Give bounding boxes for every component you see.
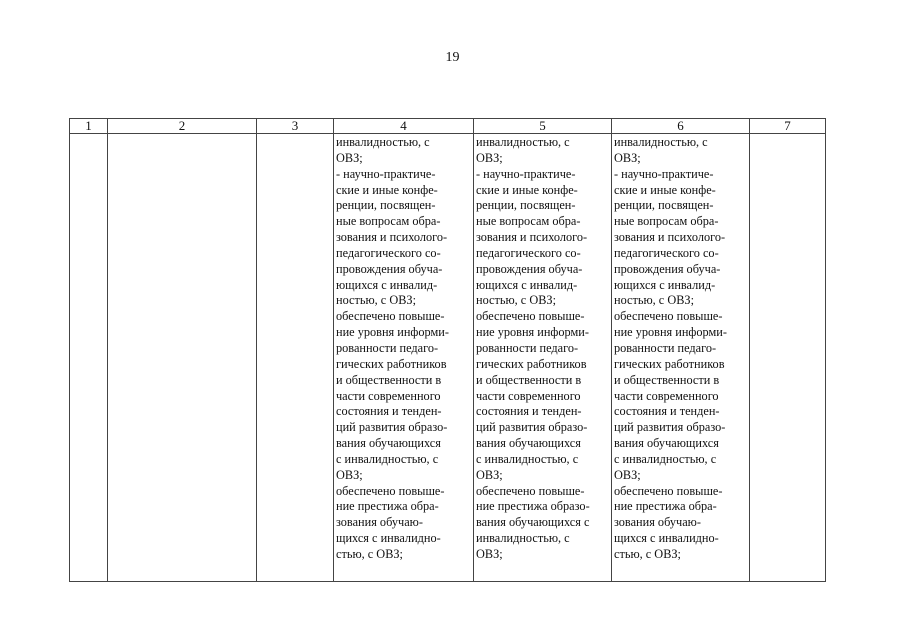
cell-col4-text [334, 134, 473, 563]
cell-line: щихся с инвалидно- [614, 531, 719, 546]
column-header-2: 2 [108, 119, 257, 134]
cell-line: ций развития образо- [476, 420, 588, 435]
cell-line: обеспечено повыше- [476, 483, 585, 498]
cell-line: ОВЗ; [476, 150, 503, 165]
cell-line: части современного [614, 388, 719, 403]
cell-line: - научно-практиче- [476, 166, 576, 181]
cell-col2-text [108, 134, 256, 135]
cell-col7 [750, 134, 826, 582]
cell-col3 [257, 134, 334, 582]
cell-line: педагогического со- [614, 245, 719, 260]
cell-col5 [474, 134, 612, 582]
cell-line: ские и иные конфе- [614, 182, 716, 197]
cell-line: ние уровня информи- [614, 325, 727, 340]
cell-col2 [108, 134, 257, 582]
cell-line: зования обучаю- [614, 515, 701, 530]
cell-line: зования и психолого- [336, 230, 448, 245]
cell-line: зования обучаю- [336, 515, 423, 530]
cell-line: щихся с инвалидно- [336, 531, 441, 546]
cell-line: обеспечено повыше- [614, 309, 723, 324]
cell-line: зования и психолого- [476, 230, 588, 245]
cell-line: обеспечено повыше- [336, 309, 445, 324]
cell-col5-text [474, 134, 611, 563]
cell-line: состояния и тенден- [614, 404, 720, 419]
cell-line: ностью, с ОВЗ; [336, 293, 417, 308]
cell-line: вания обучающихся [614, 436, 719, 451]
cell-line: ренции, посвящен- [336, 198, 436, 213]
cell-line: - научно-практиче- [614, 166, 714, 181]
cell-line: части современного [336, 388, 441, 403]
cell-line: с инвалидностью, с [476, 451, 579, 466]
cell-line: вания обучающихся [336, 436, 441, 451]
cell-line: и общественности в [614, 372, 720, 387]
cell-line: части современного [476, 388, 581, 403]
cell-line: ние престижа обра- [614, 499, 717, 514]
cell-line: состояния и тенден- [476, 404, 582, 419]
cell-line: и общественности в [336, 372, 442, 387]
cell-line: ОВЗ; [336, 150, 363, 165]
cell-line: гических работников [476, 356, 587, 371]
cell-line: ций развития образо- [614, 420, 726, 435]
cell-col6-text [612, 134, 749, 563]
page-number: 19 [445, 50, 460, 65]
cell-line: инвалидностью, с [614, 135, 708, 149]
cell-line: ние престижа образо- [476, 499, 590, 514]
cell-line: обеспечено повыше- [614, 483, 723, 498]
table-row [70, 134, 826, 582]
cell-line: ющихся с инвалид- [614, 277, 716, 292]
cell-line: ций развития образо- [336, 420, 448, 435]
cell-col1-text [70, 134, 107, 135]
cell-line: ные вопросам обра- [336, 214, 441, 229]
cell-line: ОВЗ; [614, 467, 641, 482]
cell-line: ностью, с ОВЗ; [476, 293, 557, 308]
cell-line: провождения обуча- [476, 261, 583, 276]
cell-line: ние уровня информи- [476, 325, 589, 340]
cell-line: инвалидностью, с [336, 135, 430, 149]
cell-line: инвалидностью, с [476, 531, 570, 546]
cell-line: инвалидностью, с [476, 135, 570, 149]
cell-line: ные вопросам обра- [476, 214, 581, 229]
cell-col3-text [257, 134, 333, 135]
cell-line: зования и психолого- [614, 230, 726, 245]
cell-line: гических работников [336, 356, 447, 371]
cell-line: с инвалидностью, с [614, 451, 717, 466]
cell-line: ные вопросам обра- [614, 214, 719, 229]
cell-col1 [70, 134, 108, 582]
column-header-7: 7 [750, 119, 826, 134]
cell-col7-text [750, 134, 825, 135]
cell-line: ностью, с ОВЗ; [614, 293, 695, 308]
cell-line: ские и иные конфе- [476, 182, 578, 197]
cell-line: ОВЗ; [336, 467, 363, 482]
column-header-1: 1 [70, 119, 108, 134]
cell-line: ОВЗ; [614, 150, 641, 165]
cell-line: вания обучающихся с [476, 515, 590, 530]
cell-line: - научно-практиче- [336, 166, 436, 181]
cell-line: состояния и тенден- [336, 404, 442, 419]
cell-line: обеспечено повыше- [336, 483, 445, 498]
cell-line: рованности педаго- [614, 340, 717, 355]
cell-line: стью, с ОВЗ; [336, 546, 403, 561]
cell-line: ские и иные конфе- [336, 182, 438, 197]
table-header-row [70, 119, 826, 134]
document-table [69, 118, 826, 582]
column-header-3: 3 [257, 119, 334, 134]
cell-line: стью, с ОВЗ; [614, 546, 681, 561]
column-header-5: 5 [474, 119, 612, 134]
cell-line: гических работников [614, 356, 725, 371]
cell-line: ющихся с инвалид- [336, 277, 438, 292]
column-header-6: 6 [612, 119, 750, 134]
cell-line: рованности педаго- [336, 340, 439, 355]
cell-line: ОВЗ; [476, 546, 503, 561]
cell-line: и общественности в [476, 372, 582, 387]
cell-line: ренции, посвящен- [476, 198, 576, 213]
cell-line: провождения обуча- [336, 261, 443, 276]
cell-col4 [334, 134, 474, 582]
cell-line: ОВЗ; [476, 467, 503, 482]
cell-line: ние престижа обра- [336, 499, 439, 514]
cell-line: провождения обуча- [614, 261, 721, 276]
cell-line: вания обучающихся [476, 436, 581, 451]
cell-line: с инвалидностью, с [336, 451, 439, 466]
cell-line: ренции, посвящен- [614, 198, 714, 213]
cell-line: рованности педаго- [476, 340, 579, 355]
cell-col6 [612, 134, 750, 582]
cell-line: обеспечено повыше- [476, 309, 585, 324]
cell-line: педагогического со- [476, 245, 581, 260]
cell-line: педагогического со- [336, 245, 441, 260]
cell-line: ющихся с инвалид- [476, 277, 578, 292]
column-header-4: 4 [334, 119, 474, 134]
cell-line: ние уровня информи- [336, 325, 449, 340]
